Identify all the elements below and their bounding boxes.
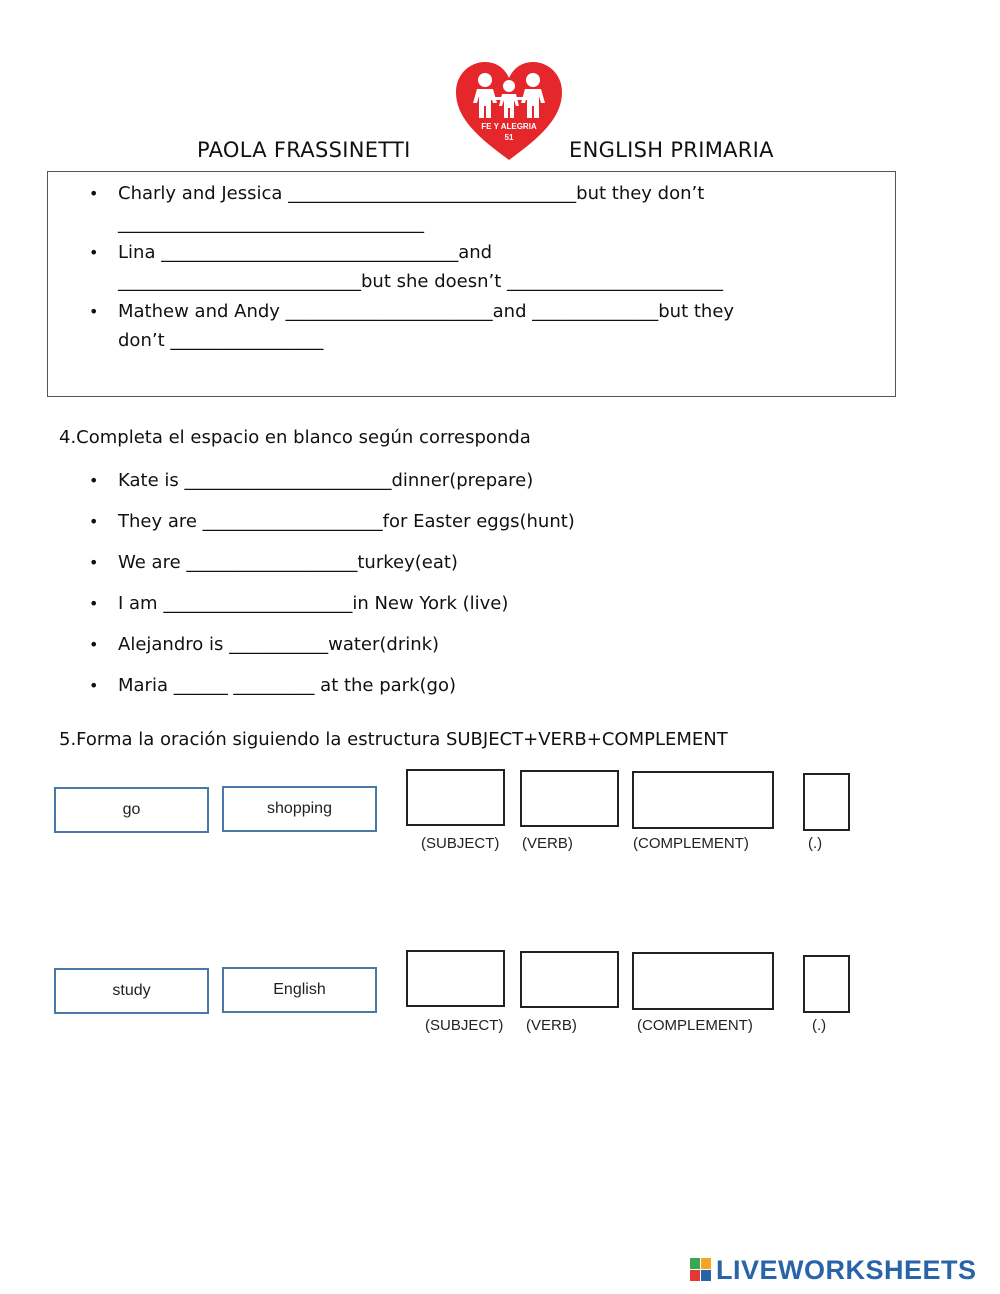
bullet-icon: •	[89, 302, 99, 321]
section4-item-1[interactable]: Kate is _______________________dinner(prepare)	[118, 470, 534, 491]
section5-heading: 5.Forma la oración siguiendo la estructura SUBJECT+VERB+COMPLEMENT	[59, 729, 728, 750]
section4-item-2[interactable]: They are ____________________for Easter eggs(hunt)	[118, 511, 575, 532]
drop-slot-period[interactable]	[803, 773, 850, 831]
header-right-title: ENGLISH PRIMARIA	[569, 138, 774, 162]
bullet-icon: •	[89, 594, 99, 613]
section3-item-3-line-1[interactable]: Mathew and Andy _______________________and ______________but they	[118, 301, 735, 322]
bullet-icon: •	[89, 512, 99, 531]
slot-label-period: (.)	[808, 835, 823, 852]
drop-slot-subject[interactable]	[406, 769, 505, 826]
slot-label-verb: (VERB)	[522, 835, 573, 852]
word-chip-go[interactable]: go	[54, 787, 209, 833]
bullet-icon: •	[89, 184, 99, 203]
bullet-icon: •	[89, 243, 99, 262]
word-chip-english[interactable]: English	[222, 967, 377, 1013]
section3-item-2-line-1[interactable]: Lina _________________________________and	[118, 242, 493, 263]
liveworksheets-logo-icon	[690, 1258, 712, 1282]
word-chip-study[interactable]: study	[54, 968, 209, 1014]
slot-label-period: (.)	[812, 1017, 827, 1034]
slot-label-subject: (SUBJECT)	[425, 1017, 504, 1034]
slot-label-subject: (SUBJECT)	[421, 835, 500, 852]
section3-item-3-line-2[interactable]: don’t _________________	[118, 330, 324, 351]
section4-item-3[interactable]: We are ___________________turkey(eat)	[118, 552, 458, 573]
drop-slot-subject[interactable]	[406, 950, 505, 1007]
slot-label-verb: (VERB)	[526, 1017, 577, 1034]
school-logo-heart	[452, 60, 566, 162]
section4-item-6[interactable]: Maria ______ _________ at the park(go)	[118, 675, 456, 696]
logo-text-line2: 51	[504, 133, 514, 142]
section4-item-5[interactable]: Alejandro is ___________water(drink)	[118, 634, 440, 655]
section3-item-1-line-1[interactable]: Charly and Jessica ________________________________but they don’t	[118, 183, 705, 204]
slot-label-complement: (COMPLEMENT)	[633, 835, 749, 852]
bullet-icon: •	[89, 471, 99, 490]
drop-slot-complement[interactable]	[632, 771, 774, 829]
bullet-icon: •	[89, 676, 99, 695]
drop-slot-verb[interactable]	[520, 951, 619, 1008]
liveworksheets-wordmark: LIVEWORKSHEETS	[716, 1254, 977, 1285]
bullet-icon: •	[89, 635, 99, 654]
logo-text-line1: FE Y ALEGRIA	[481, 122, 537, 131]
bullet-icon: •	[89, 553, 99, 572]
drop-slot-period[interactable]	[803, 955, 850, 1013]
section3-item-1-line-2[interactable]: __________________________________	[118, 213, 424, 234]
header-left-title: PAOLA FRASSINETTI	[197, 138, 411, 162]
section3-item-2-line-2[interactable]: ___________________________but she doesn’t ________________________	[118, 271, 723, 292]
drop-slot-verb[interactable]	[520, 770, 619, 827]
liveworksheets-brand	[690, 1255, 977, 1285]
slot-label-complement: (COMPLEMENT)	[637, 1017, 753, 1034]
word-chip-shopping[interactable]: shopping	[222, 786, 377, 832]
section4-item-4[interactable]: I am _____________________in New York (live)	[118, 593, 509, 614]
drop-slot-complement[interactable]	[632, 952, 774, 1010]
section4-heading: 4.Completa el espacio en blanco según corresponda	[59, 427, 531, 448]
